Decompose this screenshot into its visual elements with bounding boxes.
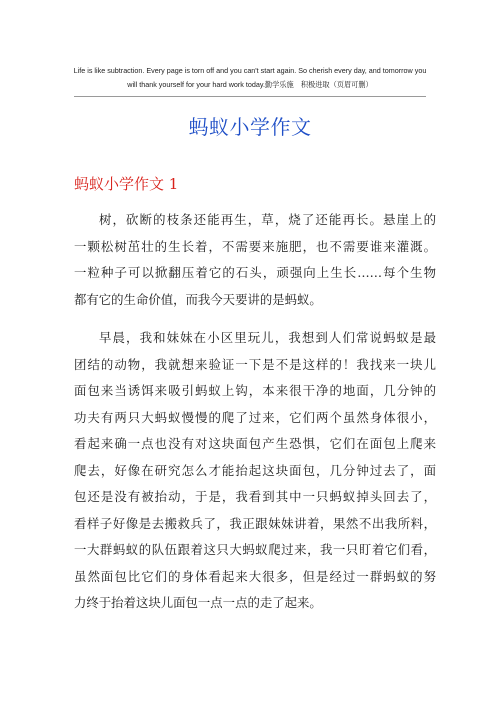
paragraph-line: 虽然面包比它们的身体看起来大很多，但是经过一群蚂蚁的努 (74, 568, 436, 584)
paragraph-line: 早晨，我和妹妹在小区里玩儿，我想到人们常说蚂蚁是最 (99, 330, 436, 345)
paragraph-line: 团结的动物，我就想来验证一下是不是这样的！我找来一块儿 (74, 356, 436, 372)
header-divider (74, 96, 426, 97)
section-title: 蚂蚁小学作文 1 (74, 175, 179, 193)
paragraph-line: 树，砍断的枝条还能再生，草，烧了还能再长。悬崖上的 (99, 212, 436, 227)
paragraph-line: 力终于抬着这块儿面包一点一点的走了起来。 (74, 595, 322, 610)
header-motto-line-2: will thank yourself for your hard work today.勤学乐施 积极进取（页眉可删） (127, 80, 373, 89)
paragraph-line: 看起来确一点也没有对这块面包产生恐惧，它们在面包上爬来 (74, 436, 436, 451)
paragraph-2 (74, 325, 436, 617)
paragraph-line: 一颗松树茁壮的生长着，不需要来施肥，也不需要谁来灌溉。 (74, 238, 436, 254)
paragraph-line: 一粒种子可以掀翻压着它的石头，顽强向上生长……每个生物 (74, 265, 436, 280)
page-header (60, 64, 440, 92)
paragraph-line: 看样子好像是去搬救兵了，我正跟妹妹讲着，果然不出我所料， (74, 515, 436, 531)
paragraph-line: 功夫有两只大蚂蚁慢慢的爬了过来，它们两个虽然身体很小， (74, 409, 436, 425)
paragraph-line: 爬去，好像在研究怎么才能抬起这块面包，几分钟过去了，面 (74, 462, 436, 478)
paragraph-line: 一大群蚂蚁的队伍跟着这只大蚂蚁爬过来，我一只盯着它们看， (74, 542, 436, 557)
paragraph-line: 包还是没有被抬动，于是，我看到其中一只蚂蚁掉头回去了， (74, 489, 436, 504)
header-motto-line-1: Life is like subtraction. Every page is torn off and you can't start again. So cherish every day, and tomorrow you (73, 66, 427, 75)
paragraph-line: 面包来当诱饵来吸引蚂蚁上钩，本来很干净的地面，几分钟的 (74, 383, 436, 398)
paragraph-line: 都有它的生命价值，而我今天要讲的是蚂蚁。 (74, 291, 322, 307)
paragraph-1 (74, 207, 436, 313)
document-title: 蚂蚁小学作文 (188, 115, 312, 139)
